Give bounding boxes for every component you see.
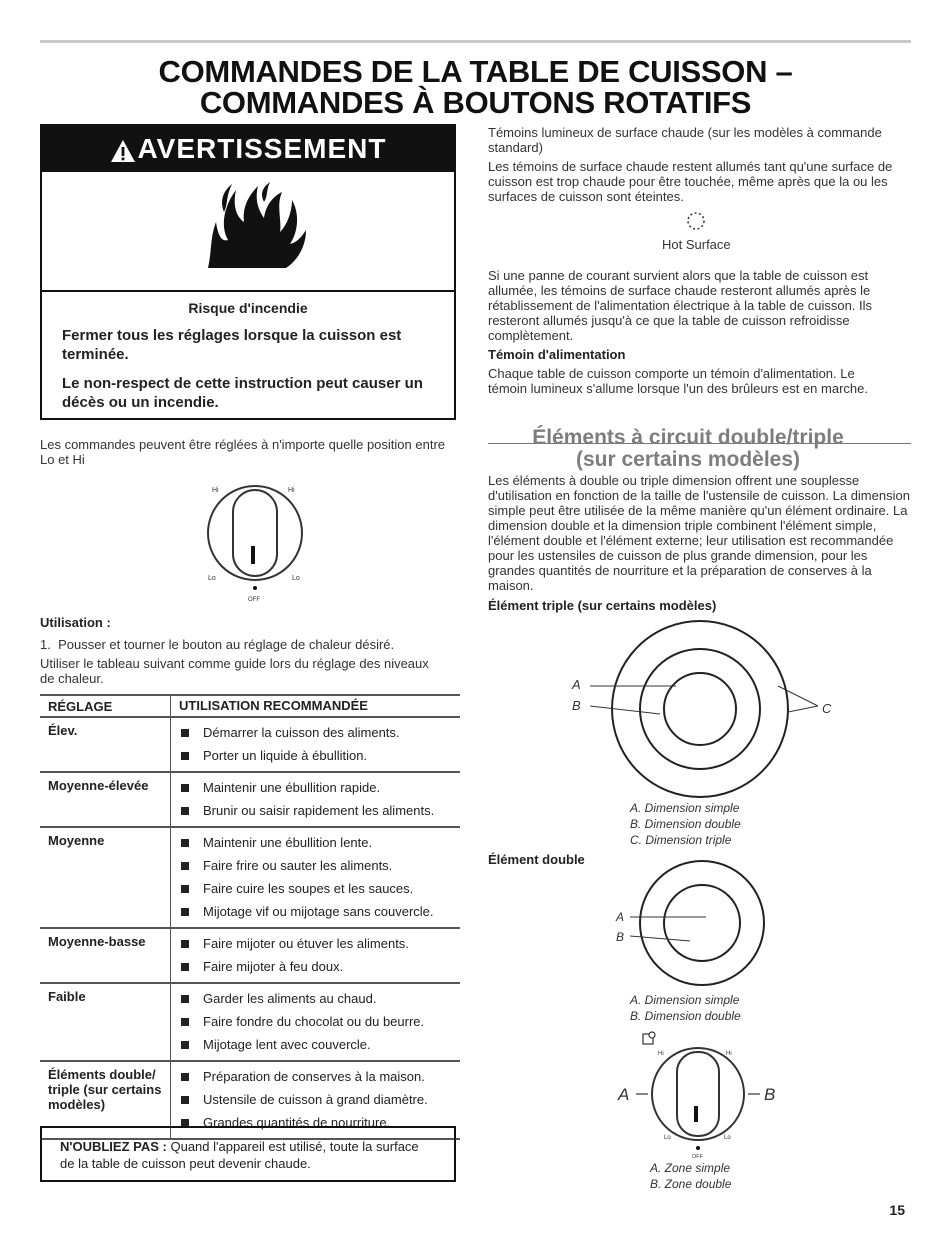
warning-triangle-icon [110,139,136,163]
bullet-square-icon [181,963,189,971]
triple-captions [630,800,741,848]
bullet-square-icon [181,908,189,916]
step-1-number: 1. [40,637,51,652]
dual-elements-paragraph: Les éléments à double ou triple dimension offrent une souplesse d'utilisation en fonction de la taille de l'ustensile de cuisson. La dimension simple peut être utilisée de la même manière qu'un élément ordinaire. La dimension double et la dimension triple combinent l'élément simple, l'élément double et l'élément externe; leur utilisation est recommandée pour les ustensiles de cuisson de plus grande dimension, pour les grandes quantités de nourriture et la préparation de conserves à la maison. [488,473,910,593]
bullet-square-icon [181,1041,189,1049]
bullet-square-icon [181,1073,189,1081]
bullet-square-icon [181,752,189,760]
usage-item [179,900,460,923]
usage-text: Préparation de conserves à la maison. [203,1069,425,1084]
step-1 [40,637,460,652]
usage-text: Mijotage vif ou mijotage sans couvercle. [203,904,434,919]
usage-text: Ustensile de cuisson à grand diamètre. [203,1092,428,1107]
usage-item [179,744,460,767]
table-header [40,694,460,718]
usage-text: Brunir ou saisir rapidement les aliments. [203,803,435,818]
usage-item [179,854,460,877]
title-line-1: COMMANDES DE LA TABLE DE CUISSON – [158,54,793,89]
usage-text: Garder les aliments au chaud. [203,991,377,1006]
usage-text: Faire mijoter ou étuver les aliments. [203,936,409,951]
triple-caption-c: C. Dimension triple [630,833,732,847]
warning-box [40,124,456,420]
power-failure-paragraph: Si une panne de courant survient alors que la table de cuisson est allumée, les témoins de surface chaude resteront allumés après le rétablissement de l'alimentation électrique à la table de cuisson. Ils resteront allumés jusqu'à ce que la table de cuisson refroidisse complètement. [488,268,873,343]
hot-surface-label: Hot Surface [662,237,731,252]
power-indicator-paragraph: Chaque table de cuisson comporte un témoin d'alimentation. Le témoin lumineux s'allume lorsque l'un des brûleurs est en marche. [488,366,868,396]
bullet-square-icon [181,1018,189,1026]
double-caption-a: A. Dimension simple [630,993,740,1007]
double-label-a: A [616,910,625,924]
usage-item [179,776,460,799]
column-header-usage: UTILISATION RECOMMANDÉE [170,696,460,716]
page-title [40,56,911,118]
reminder-box [40,1126,456,1182]
setting-cell: Moyenne [48,833,105,848]
bullet-square-icon [181,995,189,1003]
table-row [40,773,460,828]
double-element-heading: Élément double [488,852,585,867]
usage-item [179,1088,460,1111]
zone-caption-a: A. Zone simple [650,1161,731,1175]
dual-heading-line-2: (sur certains modèles) [575,448,801,471]
dual-zone-knob-diagram [610,1028,790,1160]
usage-cell [170,828,460,927]
heat-settings-table [40,694,460,1140]
table-row [40,984,460,1062]
usage-item [179,932,460,955]
double-label-b: B [616,930,625,944]
usage-text: Maintenir une ébullition lente. [203,835,373,850]
usage-text: Faire cuire les soupes et les sauces. [203,881,414,896]
knob-label-hi-left: Hi [212,487,219,494]
setting-cell: Éléments double/ triple (sur certains modèles) [48,1067,162,1112]
usage-text: Faire fondre du chocolat ou du beurre. [203,1014,425,1029]
usage-item [179,987,460,1010]
bullet-square-icon [181,807,189,815]
usage-text: Maintenir une ébullition rapide. [203,780,381,795]
triple-element-heading: Élément triple (sur certains modèles) [488,598,717,613]
double-caption-b: B. Dimension double [630,1009,741,1023]
warning-line-1: Fermer tous les réglages lorsque la cuisson est terminée. [62,327,402,363]
usage-item [179,799,460,822]
knob-label-lo-left: Lo [208,575,216,582]
step-1-text: Pousser et tourner le bouton au réglage de chaleur désiré. [58,637,395,652]
warning-line-2: Le non-respect de cette instruction peut causer un décès ou un incendie. [62,375,423,411]
usage-cell [170,773,460,826]
dual-heading-line-1: Éléments à circuit double/triple [532,426,844,449]
setting-cell: Élev. [48,723,78,738]
usage-text: Faire mijoter à feu doux. [203,959,344,974]
hot-surface-paragraph: Les témoins de surface chaude restent allumés tant qu'une surface de cuisson est trop chaude pour être touchée, même après que la ou les surfaces de cuisson sont éteintes. [488,159,893,204]
table-guide-text: Utiliser le tableau suivant comme guide lors du réglage des niveaux de chaleur. [40,656,429,686]
dual-zone-symbol-icon [643,1032,655,1044]
hot-surface-intro: Témoins lumineux de surface chaude (sur les modèles à commande standard) [488,125,882,155]
bullet-square-icon [181,1096,189,1104]
title-line-2: COMMANDES À BOUTONS ROTATIFS [199,85,752,120]
usage-text: Grandes quantités de nourriture. [203,1115,391,1130]
usage-cell [170,984,460,1060]
warning-header [42,126,454,172]
usage-item [179,721,460,744]
knob2-label-hi-right: Hi [726,1051,732,1057]
bullet-square-icon [181,940,189,948]
zone-caption-b: B. Zone double [650,1177,732,1191]
usage-item [179,1033,460,1056]
triple-caption-a: A. Dimension simple [630,801,740,815]
double-captions [630,992,741,1024]
knob2-label-lo-right: Lo [724,1135,731,1141]
table-row [40,929,460,984]
triple-element-diagram [560,614,840,804]
warning-title: AVERTISSEMENT [137,133,387,164]
top-rule [40,40,911,43]
triple-label-b: B [572,698,581,713]
knob-label-hi-right: Hi [288,487,295,494]
usage-text: Mijotage lent avec couvercle. [203,1037,371,1052]
knob2-label-off: OFF [692,1154,703,1160]
setting-cell: Moyenne-basse [48,934,146,949]
column-header-setting: RÉGLAGE [48,698,113,714]
usage-text: Faire frire ou sauter les aliments. [203,858,393,873]
knob2-label-hi-left: Hi [658,1051,664,1057]
bullet-square-icon [181,885,189,893]
zone-label-b: B [764,1085,776,1104]
usage-cell [170,718,460,771]
reminder-label: N'OUBLIEZ PAS : [60,1139,167,1154]
knob-label-off: OFF [248,597,260,603]
page-number: 15 [889,1202,905,1218]
dual-elements-heading [488,427,888,471]
triple-label-a: A [572,677,581,692]
usage-cell [170,929,460,982]
control-knob-diagram [200,478,310,608]
table-row [40,828,460,929]
table-row [40,718,460,773]
warning-risk: Risque d'incendie [188,300,308,316]
zone-captions [650,1160,731,1192]
usage-item [179,1010,460,1033]
usage-text: Démarrer la cuisson des aliments. [203,725,400,740]
bullet-square-icon [181,729,189,737]
usage-item [179,877,460,900]
double-element-diagram [610,858,770,988]
utilisation-heading: Utilisation : [40,615,111,630]
usage-item [179,955,460,978]
triple-caption-b: B. Dimension double [630,817,741,831]
knob2-label-lo-left: Lo [664,1135,671,1141]
usage-item [179,1065,460,1088]
reminder-text: Quand l'appareil est utilisé, toute la surface de la table de cuisson peut devenir chaude. [60,1139,419,1171]
controls-intro: Les commandes peuvent être réglées à n'importe quelle position entre Lo et Hi [40,437,445,467]
setting-cell: Moyenne-élevée [48,778,149,793]
zone-label-a: A [618,1085,630,1104]
usage-item [179,831,460,854]
knob-label-lo-right: Lo [292,575,300,582]
fire-icon [42,172,454,292]
triple-label-c: C [822,701,832,716]
bullet-square-icon [181,839,189,847]
bullet-square-icon [181,862,189,870]
power-indicator-heading: Témoin d'alimentation [488,347,626,362]
setting-cell: Faible [48,989,86,1004]
hot-surface-indicator-icon [686,211,706,231]
usage-text: Porter un liquide à ébullition. [203,748,368,763]
bullet-square-icon [181,784,189,792]
